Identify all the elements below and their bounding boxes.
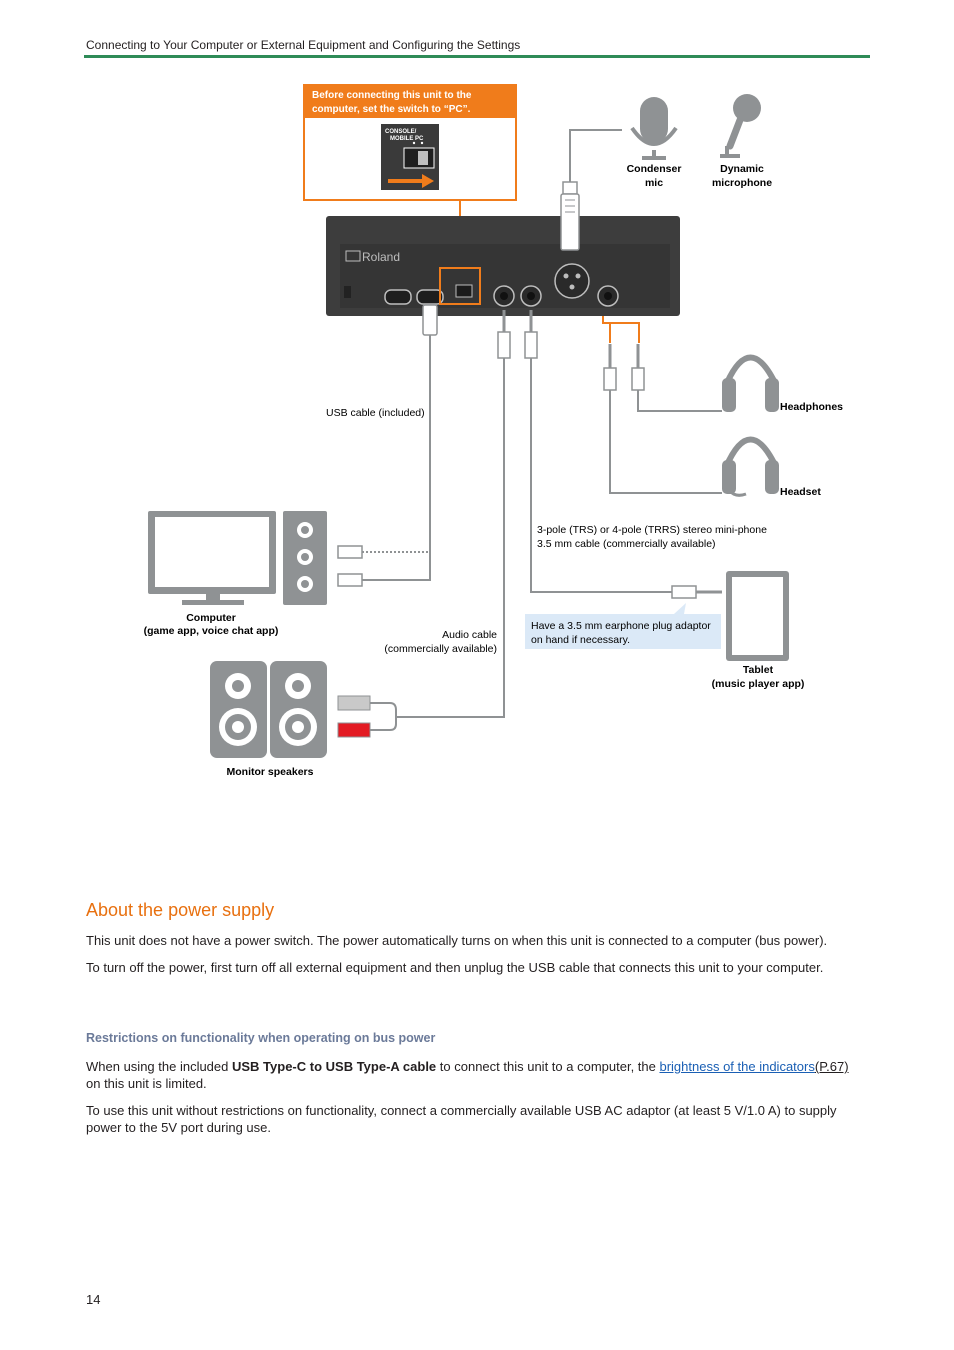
restrictions-text-c: on this unit is limited. <box>86 1076 207 1091</box>
xlr-plug-icon <box>561 182 579 250</box>
tip-text-2: on hand if necessary. <box>531 634 631 646</box>
tablet-label-1: Tablet <box>742 664 774 676</box>
condenser-mic-icon <box>632 97 676 158</box>
indicator-brightness-link[interactable]: brightness of the indicators <box>659 1059 815 1074</box>
usb-5v-port-icon <box>385 290 411 304</box>
page-number: 14 <box>86 1292 101 1307</box>
monitor-speakers-icon <box>210 661 327 758</box>
phones-plug-icons <box>604 344 644 390</box>
restrictions-paragraph-1 <box>86 1058 866 1092</box>
callout-text-1: Before connecting this unit to the <box>312 90 472 101</box>
dynamic-mic-icon <box>720 94 761 156</box>
headphones-label: Headphones <box>780 401 844 413</box>
page-ref-link[interactable]: (P.67) <box>814 1059 849 1074</box>
tablet-icon <box>726 571 789 661</box>
restrictions-text-a: When using the included <box>86 1059 232 1074</box>
adaptor-tip-balloon <box>525 603 721 649</box>
usb-cable-label: USB cable (included) <box>326 407 425 419</box>
monitor-speakers-label: Monitor speakers <box>226 766 314 778</box>
dynamic-label-2: microphone <box>711 177 773 189</box>
running-header: Connecting to Your Computer or External Equipment and Configuring the Settings <box>86 38 521 52</box>
condenser-label-1: Condenser <box>626 163 682 175</box>
restrictions-text-b: to connect this unit to a computer, the <box>436 1059 660 1074</box>
headset-label: Headset <box>780 486 821 498</box>
usb-a-plugs-icon <box>338 546 362 586</box>
dynamic-label-1: Dynamic <box>720 163 764 175</box>
switch-label-1: CONSOLE/ <box>385 129 417 135</box>
computer-label-2: (game app, voice chat app) <box>143 625 279 637</box>
restrictions-paragraph-2: To use this unit without restrictions on functionality, connect a commercially available USB AC adaptor (at least 5 V/1.0 A) to supply power to the 5V port during use. <box>86 1103 837 1135</box>
audio-cable-label-2: (commercially available) <box>384 643 497 655</box>
usb-plug-icon <box>423 305 437 335</box>
trs-cable-label-1: 3-pole (TRS) or 4-pole (TRRS) stereo mini-phone <box>537 524 767 536</box>
line-out-plug-icon <box>498 310 510 358</box>
headphones-icon <box>722 358 779 413</box>
rca-plugs-icon <box>338 696 396 737</box>
audio-cable-label-1: Audio cable <box>442 629 497 641</box>
switch-label-2: MOBILE PC <box>390 136 424 142</box>
usb-cable-emphasis: USB Type-C to USB Type-A cable <box>231 1059 437 1074</box>
restrictions-subheading: Restrictions on functionality when operating on bus power <box>86 1031 436 1045</box>
tip-text-1: Have a 3.5 mm earphone plug adaptor <box>531 620 711 632</box>
tablet-label-2: (music player app) <box>711 678 805 690</box>
power-paragraph-2: To turn off the power, first turn off all external equipment and then unplug the USB cable that connects this unit to your computer. <box>86 960 824 975</box>
mixer-device <box>326 216 680 316</box>
computer-label-1: Computer <box>186 612 236 624</box>
aux-plug-icon <box>525 310 537 358</box>
computer-icon <box>148 511 327 605</box>
trs-cable-label-2: 3.5 mm cable (commercially available) <box>537 538 716 550</box>
power-paragraph-1: This unit does not have a power switch. The power automatically turns on when this unit is connected to a computer (bus power). <box>86 933 828 948</box>
xlr-mic-jack-icon <box>555 264 589 298</box>
brand-logo: Roland <box>362 250 401 264</box>
mini-plug-icon <box>672 586 722 598</box>
condenser-label-2: mic <box>644 177 664 189</box>
callout-text-2: computer, set the switch to “PC”. <box>312 104 471 115</box>
switch-closeup-icon <box>381 124 439 190</box>
headset-icon <box>722 440 779 496</box>
section-title: About the power supply <box>86 900 275 920</box>
